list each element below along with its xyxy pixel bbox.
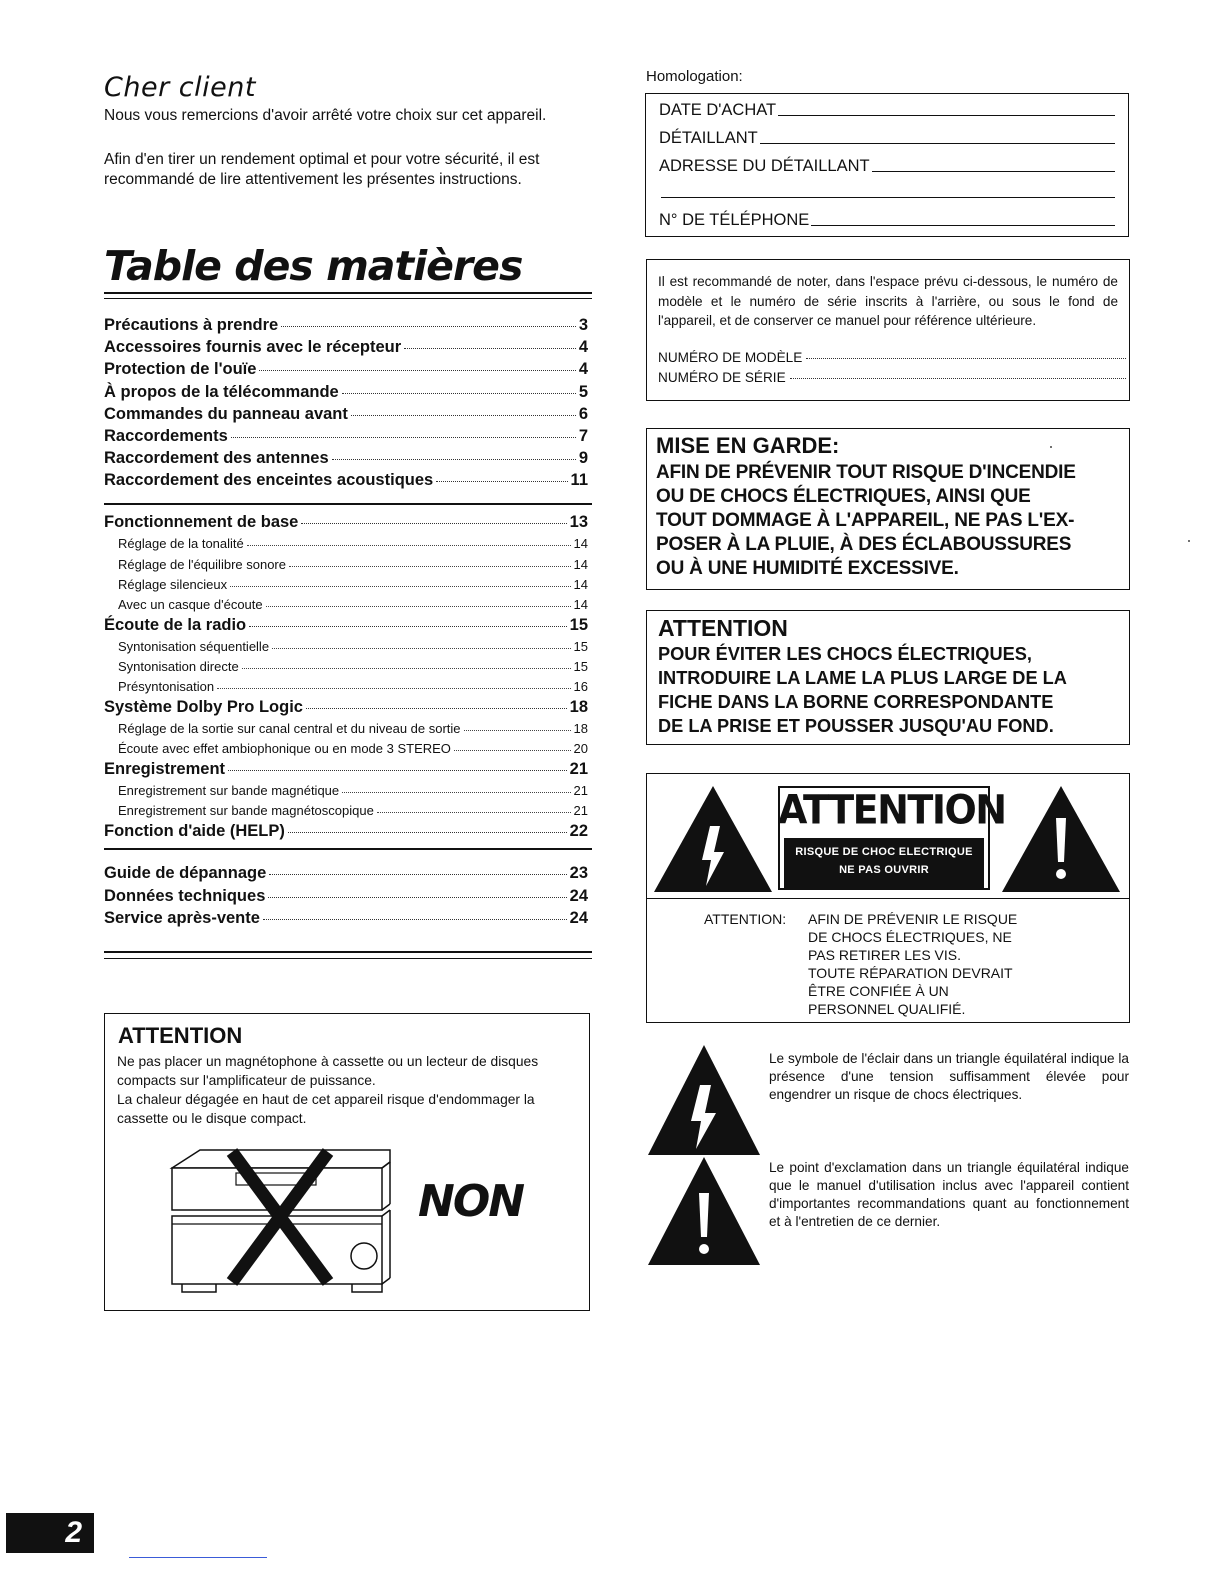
toc-leader-dots [231, 437, 576, 438]
form-field-line[interactable] [872, 171, 1115, 172]
toc-entry [104, 427, 588, 449]
attention-caption-label: ATTENTION: [704, 911, 787, 927]
toc-title-rule-2 [104, 298, 592, 299]
form-field-row [659, 126, 1115, 148]
toc-subentry [104, 639, 588, 659]
toc-entry-label: Syntonisation séquentielle [118, 638, 270, 654]
toc-entry-label: Avec un casque d'écoute [118, 597, 263, 613]
homologation-label: Homologation: [646, 68, 743, 85]
plug-attention-title: ATTENTION [658, 615, 788, 641]
model-serial-note: Il est recommandé de noter, dans l'espace prévu ci-dessous, le numéro de modèle et le numéro de série inscrits à l'arrière, ou sous le fond de l'appareil, et de conserver ce manuel pour référence ultérieure. [658, 274, 1118, 328]
toc-entry-page: 15 [573, 659, 588, 675]
toc-leader-dots [301, 523, 566, 524]
lightning-symbol-icon [648, 1045, 760, 1155]
toc-leader-dots [404, 348, 576, 349]
serial-number-label: NUMÉRO DE SÉRIE [658, 370, 786, 385]
form-field-line[interactable] [778, 115, 1115, 116]
toc-leader-dots [342, 792, 570, 793]
toc-entry-label: Fonctionnement de base [104, 513, 299, 531]
greeting-paragraph-2: Afin d'en tirer un rendement optimal et pour votre sécurité, il est recommandé de lire attentivement les présentes instructions. [104, 151, 540, 188]
warning-box-paragraph-1: Ne pas placer un magnétophone à cassette ou un lecteur de disques compacts sur l'amplificateur de puissance. [117, 1054, 539, 1088]
toc-subentry [104, 577, 588, 597]
toc-entry-page: 9 [578, 449, 588, 468]
toc-leader-dots [217, 688, 570, 689]
attention-caption-line: PERSONNEL QUALIFIÉ. [808, 1001, 966, 1017]
attention-caption-line: AFIN DE PRÉVENIR LE RISQUE [808, 911, 1018, 927]
serial-number-field [790, 378, 1126, 379]
exclamation-symbol-description: Le point d'exclamation dans un triangle équilatéral indique que le manuel d'utilisation inclus avec l'appareil contient d'importantes recommandations quant au fonctionnement et à l'entretien de ce dernier. [769, 1160, 1129, 1229]
warning-box-paragraph-2: La chaleur dégagée en haut de cet appareil risque d'endommager la cassette ou le disque compact. [117, 1092, 535, 1126]
plug-attention-line: DE LA PRISE ET POUSSER JUSQU'AU FOND. [658, 716, 1054, 736]
toc-leader-dots [230, 586, 570, 587]
form-field-line[interactable] [760, 143, 1115, 144]
toc-leader-dots [377, 812, 571, 813]
toc-entry-page: 14 [573, 536, 588, 552]
toc-entry-page: 18 [569, 697, 588, 716]
toc-entry [104, 513, 588, 535]
toc-entry [104, 449, 588, 471]
scan-speck [1188, 540, 1190, 542]
toc-entry-page: 24 [569, 886, 588, 905]
toc-entry-page: 13 [569, 513, 588, 531]
toc-divider-2 [104, 848, 592, 850]
toc-leader-dots [288, 832, 567, 833]
toc-entry-label: Réglage de la tonalité [118, 536, 244, 552]
form-field-line[interactable] [661, 197, 1115, 198]
toc-leader-dots [351, 415, 576, 416]
toc-entry-page: 14 [573, 597, 588, 613]
top-device-icon [172, 1150, 390, 1210]
toc-entry-label: Précautions à prendre [104, 316, 279, 334]
toc-entry-label: Protection de l'ouïe [104, 360, 257, 379]
toc-entry-label: Commandes du panneau avant [104, 404, 348, 423]
toc-entry-label: Réglage silencieux [118, 576, 228, 592]
caution-line: TOUT DOMMAGE À L'APPAREIL, NE PAS L'EX- [656, 510, 1075, 531]
form-field-label: ADRESSE DU DÉTAILLANT [659, 157, 870, 175]
toc-divider-1 [104, 503, 592, 505]
toc-leader-dots [272, 648, 570, 649]
toc-entry-page: 3 [578, 316, 588, 334]
attention-caption-line: TOUTE RÉPARATION DEVRAIT [808, 965, 1013, 981]
caution-line: OU DE CHOCS ÉLECTRIQUES, AINSI QUE [656, 486, 1031, 507]
toc-entry [104, 405, 588, 427]
toc-entry [104, 822, 588, 844]
attention-sign-line-1: RISQUE DE CHOC ELECTRIQUE [795, 846, 973, 858]
serial-number-row [658, 370, 1126, 385]
toc-entry-page: 14 [573, 556, 588, 572]
form-field-row [659, 208, 1115, 230]
scan-speck [1050, 446, 1052, 448]
toc-leader-dots [289, 566, 571, 567]
toc-subentry [104, 741, 588, 761]
toc-entry-label: Écoute de la radio [104, 615, 247, 634]
toc-entry-label: Enregistrement sur bande magnétique [118, 782, 340, 798]
plug-attention-line: FICHE DANS LA BORNE CORRESPONDANTE [658, 692, 1054, 712]
toc-end-rule [104, 951, 592, 953]
plug-attention-line: POUR ÉVITER LES CHOCS ÉLECTRIQUES, [658, 644, 1032, 664]
toc-entry [104, 471, 588, 493]
toc-subentry [104, 803, 588, 823]
toc-entry [104, 698, 588, 720]
toc-entry [104, 864, 588, 886]
attention-caption-line: ÊTRE CONFIÉE À UN [808, 983, 949, 999]
toc-entry-page: 14 [573, 576, 588, 592]
toc-entry [104, 616, 588, 638]
toc-leader-dots [263, 919, 567, 920]
toc-entry-label: Guide de dépannage [104, 864, 267, 882]
toc-entry-label: Raccordement des antennes [104, 449, 329, 468]
toc-entry [104, 360, 588, 382]
footer-rule [129, 1557, 267, 1558]
toc-entry-label: Données techniques [104, 886, 266, 905]
toc-entry-label: Enregistrement [104, 759, 226, 778]
form-field-row [659, 98, 1115, 120]
toc-entry-label: Réglage de l'équilibre sonore [118, 556, 286, 572]
toc-entry [104, 316, 588, 338]
toc-subentry [104, 536, 588, 556]
lightning-triangle-icon [654, 786, 772, 892]
lightning-symbol-description: Le symbole de l'éclair dans un triangle équilatéral indique la présence d'une tension suffisamment élevée pour engendrer un risque de chocs électriques. [769, 1051, 1129, 1102]
toc-entry [104, 887, 588, 909]
toc-leader-dots [247, 545, 571, 546]
toc-entry-label: Fonction d'aide (HELP) [104, 821, 285, 840]
toc-entry-label: Écoute avec effet ambiophonique ou en mode 3 STEREO [118, 741, 451, 757]
toc-entry-label: Accessoires fournis avec le récepteur [104, 338, 402, 357]
toc-entry-label: Raccordements [104, 427, 228, 445]
toc-title-rule [104, 292, 592, 294]
form-field-row [659, 180, 1115, 202]
toc-entry-page: 5 [578, 382, 588, 401]
toc-subentry [104, 721, 588, 741]
plug-attention-line: INTRODUIRE LA LAME LA PLUS LARGE DE LA [658, 668, 1067, 688]
non-label: NON [418, 1176, 524, 1227]
toc-entry-page: 24 [569, 909, 588, 927]
toc-leader-dots [332, 459, 576, 460]
toc-entry-page: 15 [573, 638, 588, 654]
toc-leader-dots [268, 897, 566, 898]
toc-leader-dots [228, 770, 567, 771]
toc-leader-dots [249, 626, 567, 627]
toc-subentry [104, 659, 588, 679]
toc-subentry [104, 597, 588, 617]
toc-entry [104, 760, 588, 782]
model-number-field [806, 358, 1126, 359]
model-number-label: NUMÉRO DE MODÈLE [658, 350, 803, 365]
greeting-paragraph-1: Nous vous remercions d'avoir arrêté votre choix sur cet appareil. [104, 107, 547, 124]
toc-title: Table des matières [104, 242, 523, 290]
toc-leader-dots [269, 874, 566, 875]
form-field-line[interactable] [811, 225, 1115, 226]
toc-entry-label: Service après-vente [104, 909, 260, 927]
toc-entry-label: À propos de la télécommande [104, 382, 339, 401]
toc-entry-page: 16 [573, 679, 588, 695]
toc-entry-page: 18 [573, 721, 588, 736]
model-number-row [658, 350, 1126, 365]
caution-title: MISE EN GARDE: [656, 433, 840, 458]
page-number: 2 [6, 1513, 94, 1553]
toc-entry-label: Syntonisation directe [118, 659, 239, 675]
toc-leader-dots [242, 668, 571, 669]
shock-warning-divider [646, 898, 1130, 899]
toc-entry-page: 21 [573, 803, 588, 819]
toc-subentry [104, 557, 588, 577]
toc-entry-page: 11 [570, 471, 588, 490]
warning-box-title: ATTENTION [118, 1023, 243, 1048]
form-field-row [659, 154, 1115, 176]
exclamation-triangle-icon [1002, 786, 1120, 892]
toc-entry-page: 23 [569, 864, 588, 882]
toc-entry-page: 15 [569, 615, 588, 634]
form-field-label: N° DE TÉLÉPHONE [659, 211, 810, 229]
toc-entry-page: 4 [578, 360, 588, 379]
toc-entry-page: 7 [578, 427, 588, 445]
attention-sign-line-2: NE PAS OUVRIR [839, 864, 929, 876]
toc-entry-label: Présyntonisation [118, 679, 215, 695]
toc-entry-page: 4 [578, 338, 588, 357]
toc-entry-page: 20 [573, 741, 588, 757]
attention-sign-title: ATTENTION [778, 786, 1006, 834]
toc-subentry [104, 679, 588, 699]
toc-entry [104, 383, 588, 405]
attention-caption-line: PAS RETIRER LES VIS. [808, 947, 962, 963]
toc-entry-page: 21 [573, 782, 588, 798]
attention-caption-line: DE CHOCS ÉLECTRIQUES, NE [808, 929, 1012, 945]
toc-entry-label: Raccordement des enceintes acoustiques [104, 471, 434, 490]
toc-leader-dots [436, 481, 567, 482]
toc-entry-label: Enregistrement sur bande magnétoscopique [118, 803, 374, 819]
form-field-label: DÉTAILLANT [659, 129, 758, 147]
toc-entry-label: Réglage de la sortie sur canal central et du niveau de sortie [118, 721, 461, 736]
stacked-equipment-illustration [160, 1140, 410, 1305]
toc-leader-dots [464, 730, 571, 731]
caution-line: OU À UNE HUMIDITÉ EXCESSIVE. [656, 558, 959, 579]
toc-entry-label: Système Dolby Pro Logic [104, 697, 303, 716]
toc-end-rule-2 [104, 958, 592, 959]
toc-leader-dots [266, 606, 571, 607]
caution-line: AFIN DE PRÉVENIR TOUT RISQUE D'INCENDIE [656, 462, 1076, 483]
caution-line: POSER À LA PLUIE, À DES ÉCLABOUSSURES [656, 534, 1072, 555]
form-field-label: DATE D'ACHAT [659, 101, 777, 119]
toc-entry [104, 909, 588, 931]
greeting-title: Cher client [104, 72, 256, 103]
toc-leader-dots [259, 370, 575, 371]
toc-entry [104, 338, 588, 360]
toc-entry-page: 22 [569, 821, 588, 840]
toc-entry-page: 21 [569, 759, 588, 778]
toc-subentry [104, 783, 588, 803]
exclamation-symbol-icon [648, 1157, 760, 1265]
toc-leader-dots [342, 393, 576, 394]
toc-entry-page: 6 [578, 404, 588, 423]
toc-leader-dots [454, 750, 571, 751]
toc-leader-dots [281, 326, 576, 327]
toc-leader-dots [306, 708, 567, 709]
